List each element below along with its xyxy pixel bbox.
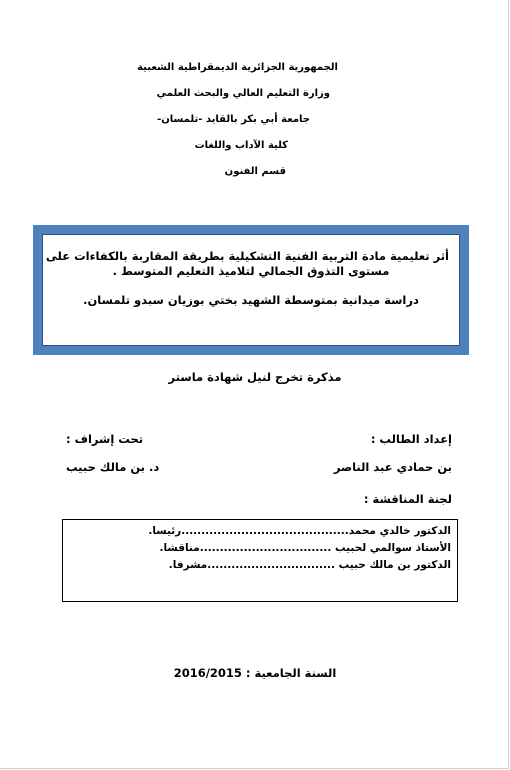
department-name: قسم الفنون	[224, 166, 286, 177]
thesis-title-inner	[42, 234, 460, 346]
committee-member-president: الدكتور خالدي محمد..........................................رئيسا.	[148, 525, 451, 537]
thesis-title-line-2: مستوى التذوق الجمالي لتلاميذ التعليم المتوسط .	[112, 264, 390, 278]
university-name: جامعة أبي بكر بالقايد -تلمسان-	[157, 114, 310, 125]
academic-year: السنة الجامعية : 2016/2015	[173, 666, 337, 680]
ministry-name: وزارة التعليم العالي والبحث العلمي	[156, 88, 330, 99]
thesis-title-line-1: أثر تعليمية مادة التربية الفنية التشكيلية بطريقة المقاربة بالكفاءات على	[45, 249, 449, 263]
committee-label: لجنة المناقشة :	[363, 492, 452, 506]
thesis-title-box	[33, 225, 469, 355]
committee-member-supervisor: الدكتور بن مالك حبيب ................................مشرفا.	[168, 559, 451, 571]
committee-box	[62, 519, 458, 602]
supervised-by-label: تحت إشراف :	[66, 432, 144, 446]
supervisor-name: د. بن مالك حبيب	[66, 460, 160, 474]
faculty-name: كلية الآداب واللغات	[194, 140, 288, 151]
republic-name: الجمهورية الجزائرية الديمقراطية الشعبية	[137, 62, 338, 73]
memo-purpose: مذكرة تخرج لنيل شهادة ماستر	[168, 370, 342, 384]
committee-member-examiner: الأستاذ سوالمي لحبيب .................................مناقشا.	[159, 542, 451, 554]
prepared-by-label: إعداد الطالب :	[370, 432, 452, 446]
thesis-subtitle: دراسة ميدانية بمتوسطة الشهيد بختي بوزيان سبدو تلمسان.	[83, 293, 419, 307]
institution-header	[78, 62, 338, 192]
student-name: بن حمادي عبد الناصر	[333, 460, 452, 474]
